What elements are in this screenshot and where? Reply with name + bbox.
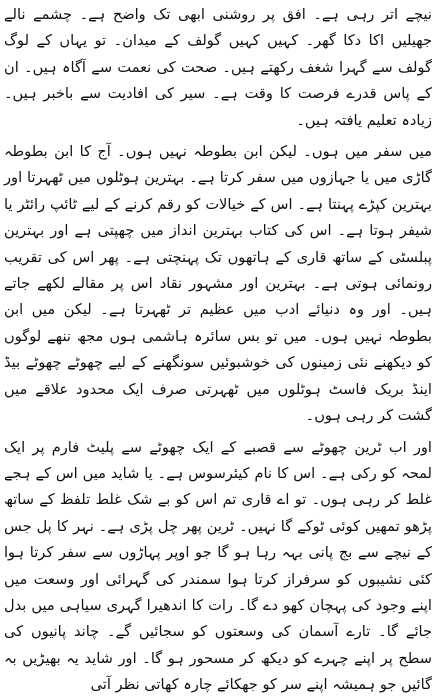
paragraph-3: اور اب ٹرین چھوٹے سے قصبے کے ایک چھوٹے سے پلیٹ فارم پر ایک لمحہ کو رکی ہے۔ اس کا نام کیئرسوس ہے۔ یا شاید میں اس کے ہجے غلط کر رہی ہوں۔ تو اے قاری تم اس کو بے شک غلط تلفظ کے ساتھ پڑھو تمھیں کوئی ٹوکے گا نہیں۔ ٹرین پھر چل پڑی ہے۔ نہر کا پل جس کے نیچے سے بج پانی بہہ رہا ہو گا جو اوپر پہاڑوں سے سفر کرتا ہوا کئی نشیبوں کو سرفراز کرتا ہوا سمندر کی گہرائی اور وسعت میں اپنے وجود کی پہچان کھو دے گا۔ رات کا اندھیرا گہری سیاہی میں بدل جائے گا۔ تارے آسمان کی وسعتوں کو سجائیں گے۔ چاند پانیوں کی سطح پر اپنے چہرے کو دیکھ کر مسحور ہو گا۔ اور شاید یہ بھیڑیں بہ گائیں جو ہمیشہ اپنے سر کو جھکائے چارہ کھاتی نظر آتی (4, 438, 432, 694)
paragraph-1: نیچے اتر رہی ہے۔ افق پر روشنی ابھی تک واضح ہے۔ چشمے نالے جھیلیں اکا دکا گھر۔ کہیں کہیں گولف کے میدان۔ تو یہاں کے لوگ گولف سے گہرا شغف رکھتے ہیں۔ صحت کی نعمت سے آگاہ ہیں۔ ان کے پاس قدرے فرصت کا وقت ہے۔ سیر کی افادیت سے باخبر ہیں۔ زیادہ تعلیم یافتہ ہیں۔ (4, 6, 432, 129)
paragraph-2: میں سفر میں ہوں۔ لیکن ابن بطوطہ نہیں ہوں۔ آج کا ابن بطوطہ گاڑی میں یا جہازوں میں سفر کرتا ہے۔ بہترین ہوٹلوں میں ٹھہرتا اور بہترین کپڑے پہنتا ہے۔ اس کے خیالات کو رقم کرنے کے لیے ٹائپ رائٹر یا شیفر ہوتا ہے۔ اس کی کتاب بہترین انداز میں چھپتی ہے اور بہترین پبلسٹی کے ساتھ قاری کے ہاتھوں تک پہنچتی ہے۔ پھر اس کی تقریب رونمائی ہوتی ہے۔ بہترین اور مشہور نقاد اس پر مقالے لکھے جاتے ہیں۔ اور وہ دنیائے ادب میں عظیم تر ٹھہرتا ہے۔ لیکن میں ابن بطوطہ نہیں ہوں۔ میں تو بس سائرہ ہاشمی ہوں مجھ ننھے لوگوں کو دیکھنے نئی زمینوں کی خوشبوئیں سونگھنے کے لیے چھوٹے چھوٹے بیڈ اینڈ بریک فاسٹ ہوٹلوں میں ٹھہرتی صرف ایک محدود علاقے میں گشت کر رہی ہوں۔ (4, 143, 432, 425)
